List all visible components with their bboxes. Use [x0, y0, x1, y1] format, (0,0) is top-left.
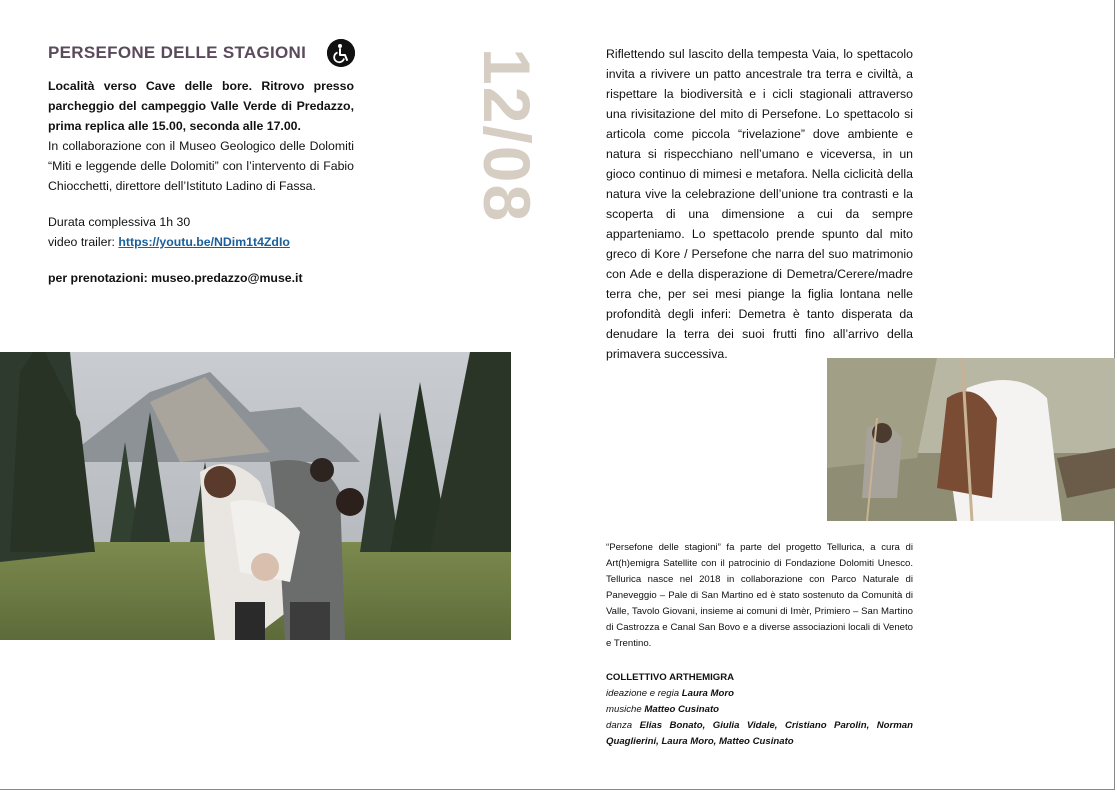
collaboration-text: In collaborazione con il Museo Geologico delle Dolomiti “Miti e leggende delle Dolomiti” con l’intervento di Fabio Chiocchetti, direttore dell’Istituto Ladino di Fassa. — [48, 139, 354, 193]
credit-role: ideazione e regia — [606, 688, 682, 699]
performance-photo-dancers — [827, 358, 1115, 521]
trailer-link[interactable]: https://youtu.be/NDim1t4ZdIo — [118, 235, 290, 249]
credit-names: Elias Bonato, Giulia Vidale, Cristiano Parolin, Norman Quaglierini, Laura Moro, Matteo Cusinato — [606, 720, 913, 747]
credit-names: Matteo Cusinato — [644, 704, 720, 715]
credit-role: musiche — [606, 704, 645, 715]
credit-line — [606, 686, 913, 702]
collective-name: COLLETTIVO ARTHEMIGRA — [606, 672, 735, 683]
credit-names: Laura Moro — [681, 688, 734, 699]
duration-text: Durata complessiva 1h 30 — [48, 215, 191, 229]
trailer-label: video trailer: — [48, 235, 119, 249]
performance-photo-forest — [0, 352, 511, 640]
event-description: Riflettendo sul lascito della tempesta Vaia, lo spettacolo invita a rivivere un patto ancestrale tra terra e civiltà, a rispettare la biodiversità e i cicli stagionali attraverso una rivisitazione del mito di Persefone. Lo spettacolo si articola come piccola “rivelazione” dove ambiente e natura si rispecchiano nell’umano e viceversa, in un gioco continuo di mimesi e metafora. Nella ciclicità della natura vive la celebrazione dell’unione tra contrasti e la scoperta di una dimensione a cui da sempre apparteniamo. Lo spettacolo prende spunto dal mito greco di Kore / Persefone che narra del suo matrimonio con Ade e della disperazione di Demetra/Cerere/madre terra che, per sei mesi piange la figlia lontana nelle profondità degli inferi: Demetra è tanto disperata da denudare la terra dei suoi frutti fino all’arrivo della primavera successiva. — [606, 47, 913, 361]
trailer-line — [48, 232, 354, 252]
event-title: PERSEFONE DELLE STAGIONI — [48, 43, 307, 62]
booking-text: per prenotazioni: museo.predazzo@muse.it — [48, 271, 303, 285]
credit-line — [606, 702, 913, 718]
event-date — [420, 48, 550, 248]
credits-block — [606, 540, 913, 750]
project-text: “Persefone delle stagioni” fa parte del progetto Tellurica, a cura di Art(h)emigra Satellite con il patrocinio di Fondazione Dolomiti Unesco. Tellurica nasce nel 2018 in collaborazione con Parco Naturale di Paneveggio – Pale di San Martino ed è stato sostenuto da Comunità di Valle, Tavolo Giovani, insieme ai comuni di Imèr, Primiero – San Martino di Castrozza e Canal San Bovo e a diverse associazioni locali di Veneto e Trentino. — [606, 542, 913, 649]
credit-role: danza — [606, 720, 640, 731]
event-info — [48, 76, 354, 288]
location-text: Località verso Cave delle bore. Ritrovo presso parcheggio del campeggio Valle Verde di Predazzo, prima replica alle 15.00, seconda alle 17.00. — [48, 79, 354, 133]
credit-line — [606, 718, 913, 750]
date-text: 12/08 — [470, 48, 544, 224]
wheelchair-icon — [327, 39, 355, 67]
